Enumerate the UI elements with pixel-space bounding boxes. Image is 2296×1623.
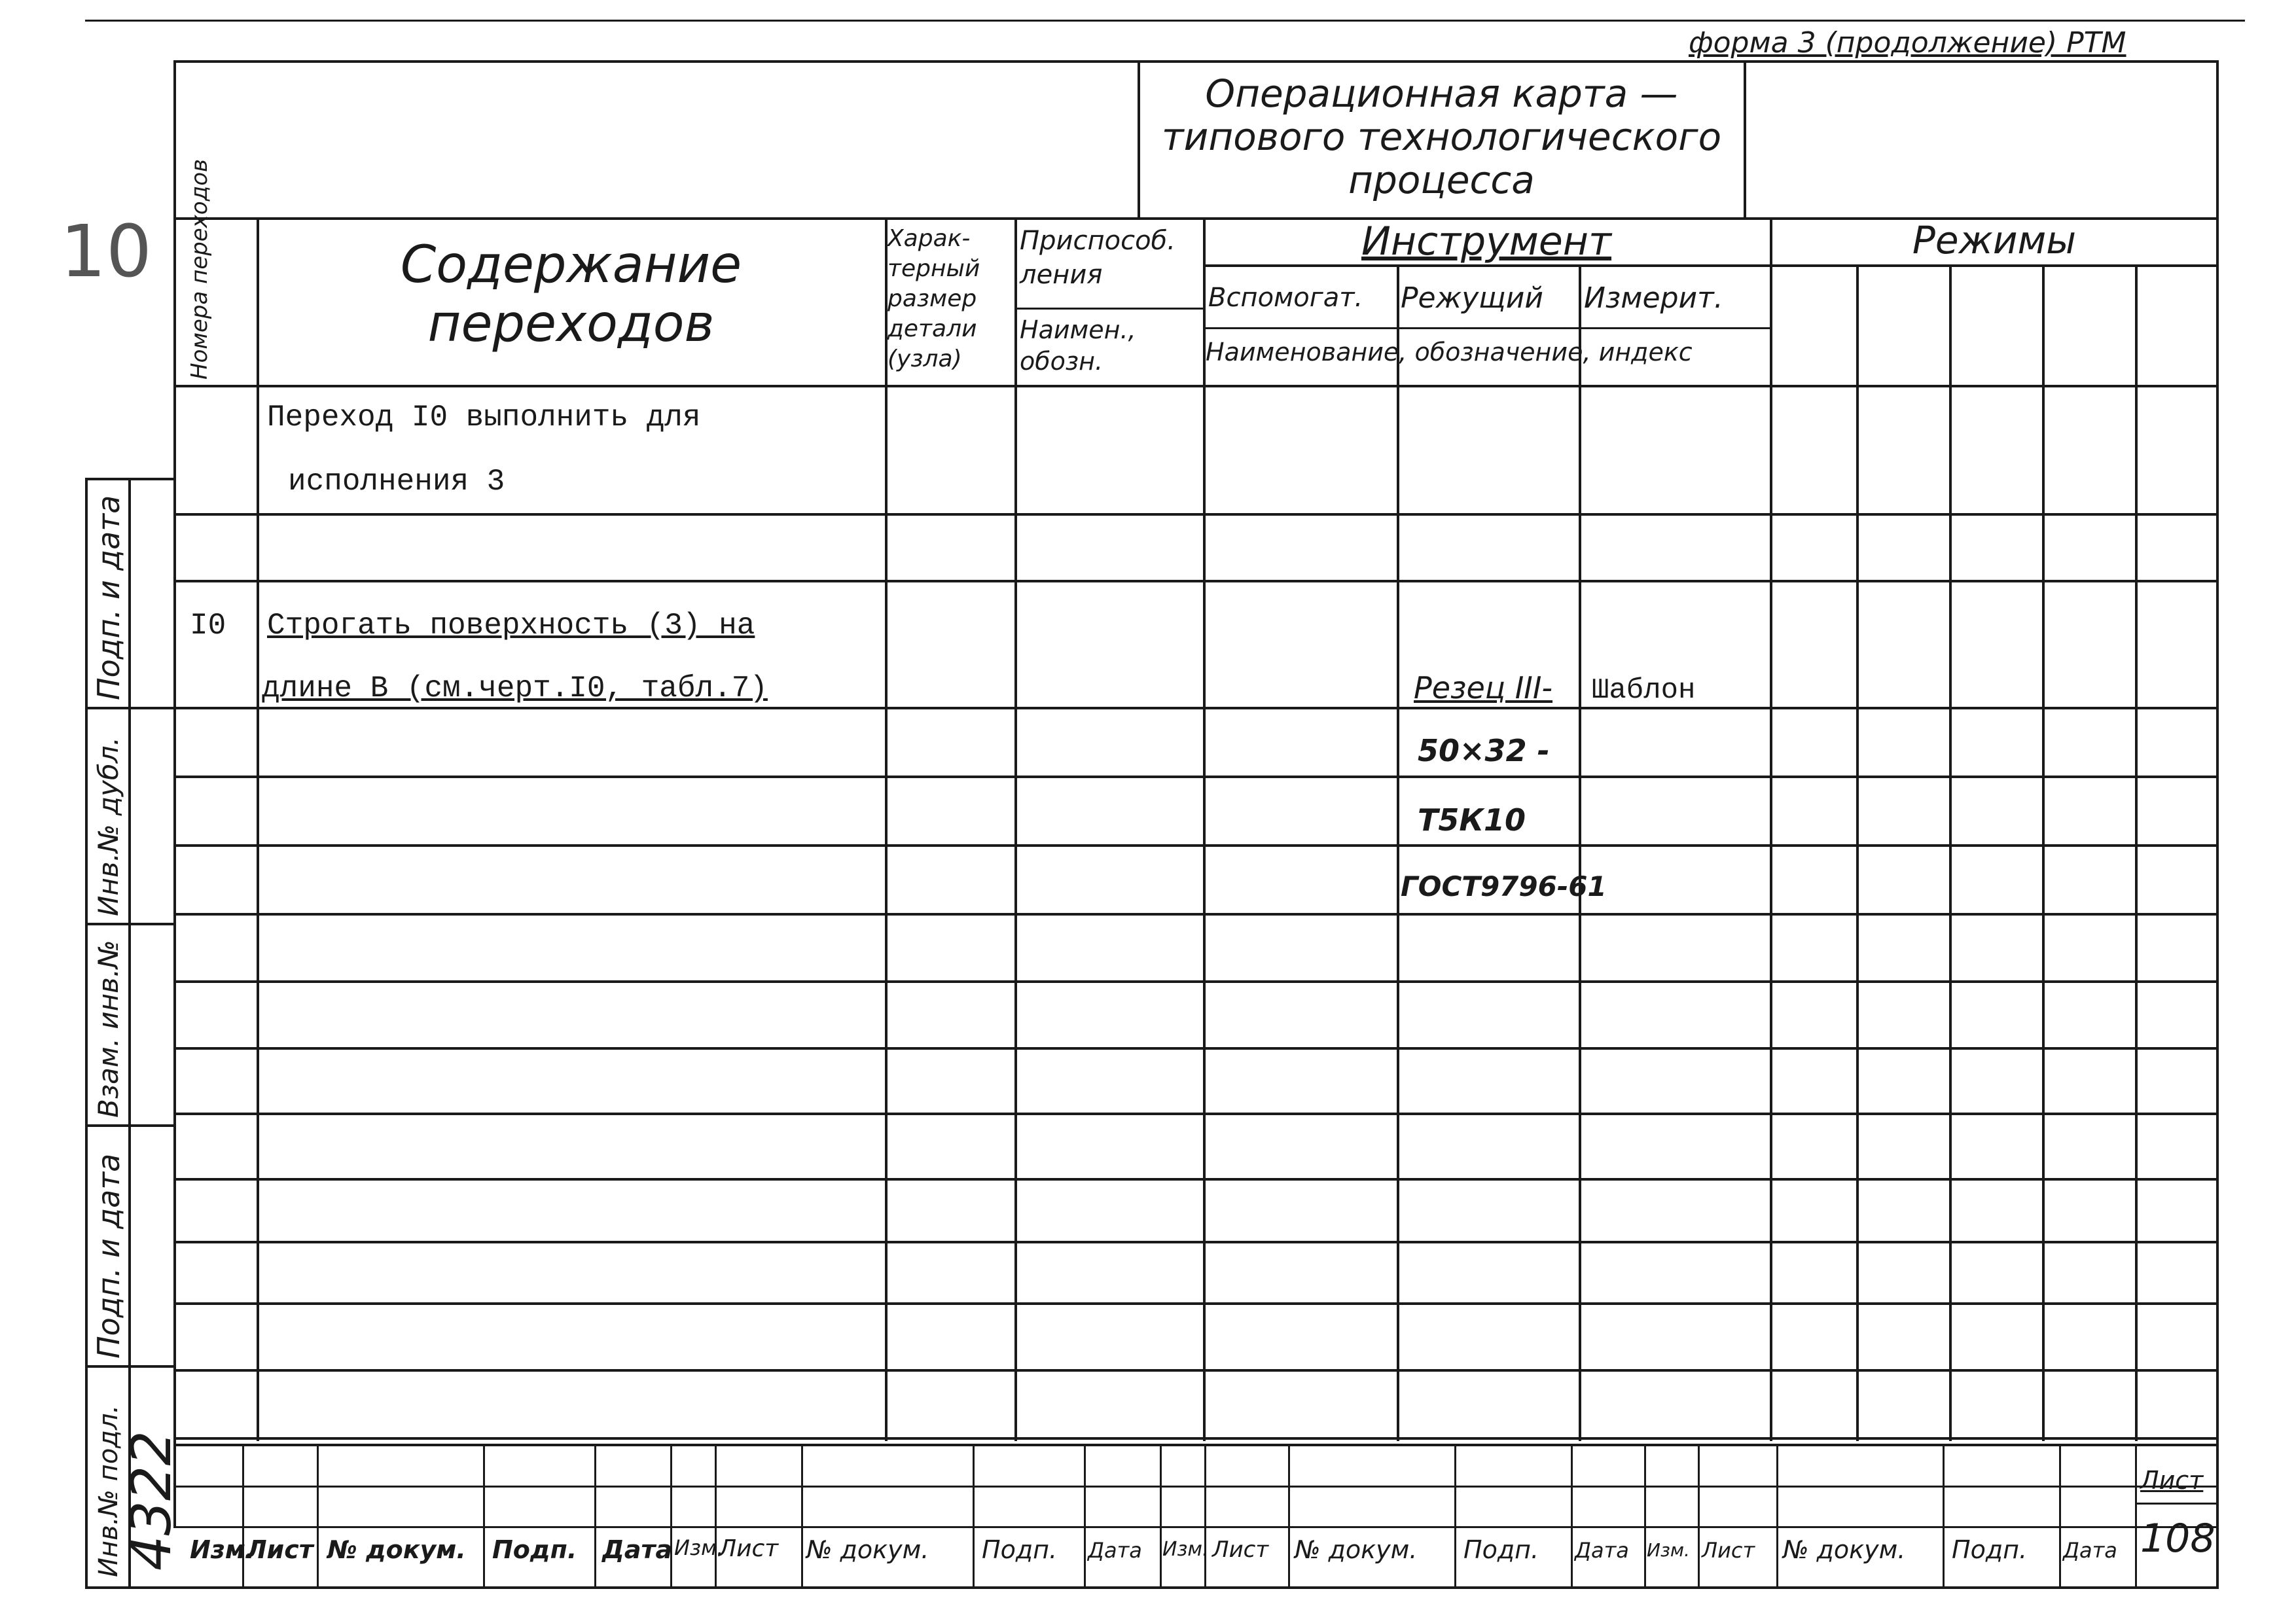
row-line-7 (173, 980, 2219, 983)
header-modes: Режимы (1912, 218, 2077, 262)
col-line-aux (1397, 264, 1399, 1441)
row2-content: исполнения 3 (288, 465, 505, 499)
row5-cutting-tool: Резец III- (1414, 670, 1553, 705)
footer-sheet-label: Лист (2140, 1466, 2204, 1495)
margin-field-replace-inv: Взам. инв.№ (92, 940, 124, 1118)
row-line-6 (173, 913, 2219, 916)
footer-v-12 (1288, 1444, 1290, 1586)
header-char-size-3: размер (888, 285, 977, 312)
footer-v-6 (715, 1444, 717, 1586)
frame-left (173, 60, 176, 1526)
row5-content: длине В (см.черт.I0, табл.7) (262, 671, 768, 705)
col-line-mode-1 (1856, 264, 1859, 1441)
header-tool-cutting: Режущий (1401, 281, 1543, 315)
margin-note: 10 (60, 209, 152, 293)
header-tool-name-sub: Наименование, обозначение, индекс (1206, 338, 1693, 366)
margin-strip-mid (128, 478, 131, 1586)
frame-right (2216, 60, 2219, 1586)
header-char-size-2: терный (888, 255, 980, 282)
footer-izm-2: Изм. (674, 1535, 724, 1560)
row-line-2 (173, 580, 2219, 582)
margin-strip-sep-4 (85, 1365, 173, 1368)
margin-strip-sep-2 (85, 923, 173, 925)
frame-bottom (85, 1586, 2219, 1589)
frame-top (173, 60, 2219, 63)
footer-line-1 (173, 1444, 2219, 1446)
col-line-cutting (1579, 264, 1581, 1441)
row-line-13 (173, 1369, 2219, 1372)
footer-v-15 (1644, 1444, 1646, 1586)
row1-content: Переход I0 выполнить для (267, 401, 701, 435)
card-title-line2: типового технологического (1161, 115, 1722, 159)
col-line-charsize (1014, 217, 1017, 1441)
footer-v-9 (1084, 1444, 1086, 1586)
footer-v-3 (483, 1444, 485, 1586)
footer-izm-3: Изм. (1162, 1538, 1209, 1561)
footer-podp-1: Подп. (492, 1535, 577, 1564)
header-fixtures-sub-1: Наимен., (1020, 315, 1136, 344)
footer-v-20 (2135, 1444, 2137, 1586)
footer-doc-1: № докум. (327, 1535, 466, 1564)
top-rule (85, 20, 2245, 22)
row-line-1 (173, 513, 2219, 516)
header-transition-numbers-text: Номера переходов (187, 158, 213, 380)
row-line-10 (173, 1178, 2219, 1181)
margin-strip-sep-3 (85, 1124, 173, 1127)
footer-data-1: Дата (602, 1535, 673, 1564)
tool-header-line (1203, 264, 2219, 267)
footer-data-2: Дата (1088, 1538, 1142, 1563)
row8-cutting-tool: ГОСТ9796-61 (1401, 870, 1607, 902)
footer-v-14 (1571, 1444, 1573, 1586)
header-fixtures-sub-2: обозн. (1020, 347, 1103, 376)
column-header-bottom (173, 385, 2219, 387)
header-fixtures-1: Приспособ. (1020, 226, 1175, 256)
row4-number: I0 (190, 609, 226, 643)
footer-data-4: Дата (2063, 1538, 2117, 1563)
footer-sheet-sep (2135, 1503, 2217, 1505)
row-line-12 (173, 1302, 2219, 1305)
footer-v-17 (1776, 1444, 1778, 1586)
margin-strip-sep-1 (85, 707, 173, 709)
footer-v-1 (242, 1444, 244, 1586)
header-divider-1 (1138, 60, 1140, 217)
footer-podp-4: Подп. (1952, 1535, 2028, 1564)
col-line-content (885, 217, 888, 1441)
header-tool-measuring: Измерит. (1584, 281, 1723, 315)
footer-line-2 (173, 1486, 2219, 1488)
footer-doc-3: № докум. (1295, 1535, 1418, 1564)
col-line-fixtures (1203, 217, 1206, 1441)
footer-doc-4: № докум. (1783, 1535, 1906, 1564)
card-title-line3: процесса (1348, 158, 1535, 202)
footer-data-3: Дата (1575, 1538, 1629, 1563)
footer-v-8 (973, 1444, 975, 1586)
footer-v-19 (2059, 1444, 2061, 1586)
row6-cutting-tool: 50×32 - (1418, 733, 1550, 768)
footer-sheet-number: 108 (2140, 1516, 2215, 1561)
footer-line-3 (173, 1526, 2219, 1528)
row-line-8 (173, 1047, 2219, 1050)
fixtures-sub-line (1014, 308, 1203, 310)
footer-izm-4: Изм. (1647, 1539, 1690, 1561)
header-content-line2: переходов (427, 294, 715, 353)
row-line-3 (173, 707, 2219, 709)
footer-list-1: Лист (246, 1535, 314, 1564)
margin-field-sign-date-2: Подп. и дата (91, 1153, 126, 1359)
col-line-num (257, 217, 259, 1441)
col-line-mode-4 (2135, 264, 2138, 1441)
row-line-5 (173, 844, 2219, 847)
row-line-14 (173, 1437, 2219, 1440)
margin-strip-left (85, 478, 88, 1586)
col-line-measuring (1770, 217, 1772, 1441)
header-tool-aux: Вспомогат. (1208, 283, 1363, 313)
card-title-line1: Операционная карта — (1205, 71, 1678, 116)
col-line-mode-3 (2042, 264, 2045, 1441)
footer-v-13 (1454, 1444, 1456, 1586)
footer-v-2 (317, 1444, 319, 1586)
footer-v-5 (670, 1444, 672, 1586)
margin-field-orig-inv: Инв.№ подл. (94, 1404, 124, 1577)
header-transition-numbers (187, 158, 213, 380)
header-char-size-4: детали (888, 315, 977, 342)
row-line-9 (173, 1113, 2219, 1115)
footer-izm-1: Изм. (190, 1535, 255, 1564)
row4-content: Строгать поверхность (3) на (267, 609, 755, 643)
header-char-size (888, 224, 980, 374)
margin-field-dup-inv: Инв.№ дубл. (92, 736, 124, 916)
header-char-size-5: (узла) (888, 346, 962, 372)
header-fixtures-sub (1020, 314, 1136, 377)
footer-v-11 (1204, 1444, 1206, 1586)
margin-inv-number: 4322 (119, 1431, 183, 1571)
footer-v-4 (594, 1444, 596, 1586)
margin-strip-top (85, 478, 173, 480)
footer-podp-3: Подп. (1463, 1535, 1539, 1564)
footer-v-16 (1698, 1444, 1700, 1586)
header-content (262, 236, 880, 353)
margin-field-sign-date-1: Подп. и дата (91, 495, 126, 700)
header-fixtures-2: ления (1020, 260, 1103, 290)
footer-list-2: Лист (719, 1535, 779, 1562)
row5-measuring-tool: Шаблон (1592, 674, 1696, 707)
footer-v-7 (801, 1444, 803, 1586)
footer-v-10 (1160, 1444, 1162, 1586)
header-tool: Инструмент (1361, 219, 1611, 264)
col-line-mode-2 (1949, 264, 1952, 1441)
header-fixtures (1020, 224, 1175, 292)
row7-cutting-tool: Т5К10 (1418, 802, 1526, 838)
row-line-11 (173, 1241, 2219, 1243)
footer-v-18 (1943, 1444, 1945, 1586)
header-divider-2 (1744, 60, 1746, 217)
footer-list-4: Лист (1702, 1538, 1755, 1563)
card-title (1142, 72, 1741, 202)
row-line-4 (173, 776, 2219, 778)
footer-podp-2: Подп. (982, 1535, 1058, 1564)
tool-sub-line (1203, 327, 1770, 329)
form-stamp: форма 3 (продолжение) РТМ (1689, 26, 2126, 60)
header-char-size-1: Харак- (888, 225, 971, 252)
footer-list-3: Лист (1212, 1537, 1269, 1563)
header-content-line1: Содержание (400, 236, 742, 294)
footer-doc-2: № докум. (806, 1535, 929, 1564)
